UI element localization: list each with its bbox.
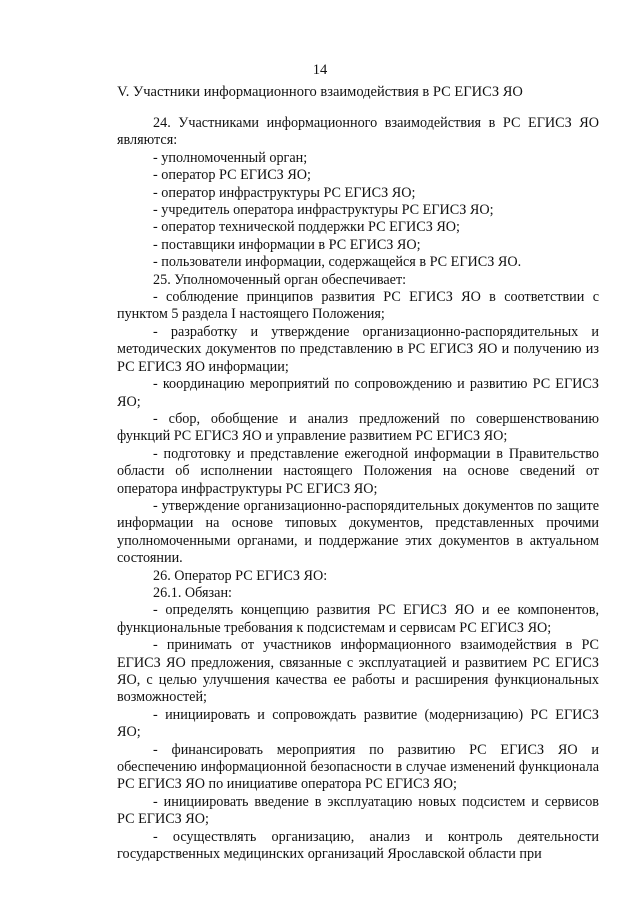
list-item: - пользователи информации, содержащейся в РС ЕГИСЗ ЯО. <box>153 254 522 271</box>
list-item: - уполномоченный орган; <box>153 149 308 166</box>
paragraph-24: 24. Участниками информационного взаимодействия в РС ЕГИСЗ ЯО являются: <box>117 115 599 149</box>
list-item: - финансировать мероприятия по развитию РС ЕГИСЗ ЯО и обеспечению информационной безопасности в случае изменений функционала РС ЕГИСЗ ЯО по инициативе оператора РС ЕГИСЗ ЯО; <box>117 741 599 793</box>
list-item: - оператор РС ЕГИСЗ ЯО; <box>153 167 311 184</box>
paragraph-25: 25. Уполномоченный орган обеспечивает: <box>153 271 407 288</box>
subparagraph-26-1: 26.1. Обязан: <box>153 584 232 601</box>
body-text <box>117 115 599 863</box>
paragraph-26: 26. Оператор РС ЕГИСЗ ЯО: <box>153 567 328 584</box>
page-number: 14 <box>312 62 328 78</box>
list-item: - утверждение организационно-распорядительных документов по защите информации на основе типовых документов, представленных прочими уполномоченными органами, и поддержание этих документов в актуальном состоянии. <box>117 497 599 567</box>
list-item: - принимать от участников информационного взаимодействия в РС ЕГИСЗ ЯО предложения, связанные с эксплуатацией и развитием РС ЕГИСЗ ЯО, с целью улучшения качества ее работы и расширения функциональных возможностей; <box>117 637 599 706</box>
section-heading: V. Участники информационного взаимодействия в РС ЕГИСЗ ЯО <box>117 84 523 100</box>
list-item: - инициировать введение в эксплуатацию новых подсистем и сервисов РС ЕГИСЗ ЯО; <box>117 793 599 828</box>
list-item: - поставщики информации в РС ЕГИСЗ ЯО; <box>153 236 421 253</box>
list-item: - оператор инфраструктуры РС ЕГИСЗ ЯО; <box>153 184 416 201</box>
list-item: - инициировать и сопровождать развитие (модернизацию) РС ЕГИСЗ ЯО; <box>117 706 599 741</box>
list-item: - разработку и утверждение организационно-распорядительных и методических документов по представлению в РС ЕГИСЗ ЯО и получению из РС ЕГИСЗ ЯО информации; <box>117 323 599 375</box>
list-item: - учредитель оператора инфраструктуры РС ЕГИСЗ ЯО; <box>153 202 494 219</box>
list-item: - оператор технической поддержки РС ЕГИСЗ ЯО; <box>153 219 460 236</box>
list-item: - подготовку и представление ежегодной информации в Правительство области об исполнении настоящего Положения на основе сведений от оператора инфраструктуры РС ЕГИСЗ ЯО; <box>117 445 599 497</box>
list-item: - сбор, обобщение и анализ предложений по совершенствованию функций РС ЕГИСЗ ЯО и управление развитием РС ЕГИСЗ ЯО; <box>117 410 599 445</box>
list-item: - координацию мероприятий по сопровождению и развитию РС ЕГИСЗ ЯО; <box>117 376 599 410</box>
list-item: - осуществлять организацию, анализ и контроль деятельности государственных медицинских организаций Ярославской области при <box>117 828 599 863</box>
list-item: - определять концепцию развития РС ЕГИСЗ ЯО и ее компонентов, функциональные требования к подсистемам и сервисам РС ЕГИСЗ ЯО; <box>117 602 599 636</box>
list-item: - соблюдение принципов развития РС ЕГИСЗ ЯО в соответствии с пунктом 5 раздела I настоящего Положения; <box>117 289 599 323</box>
